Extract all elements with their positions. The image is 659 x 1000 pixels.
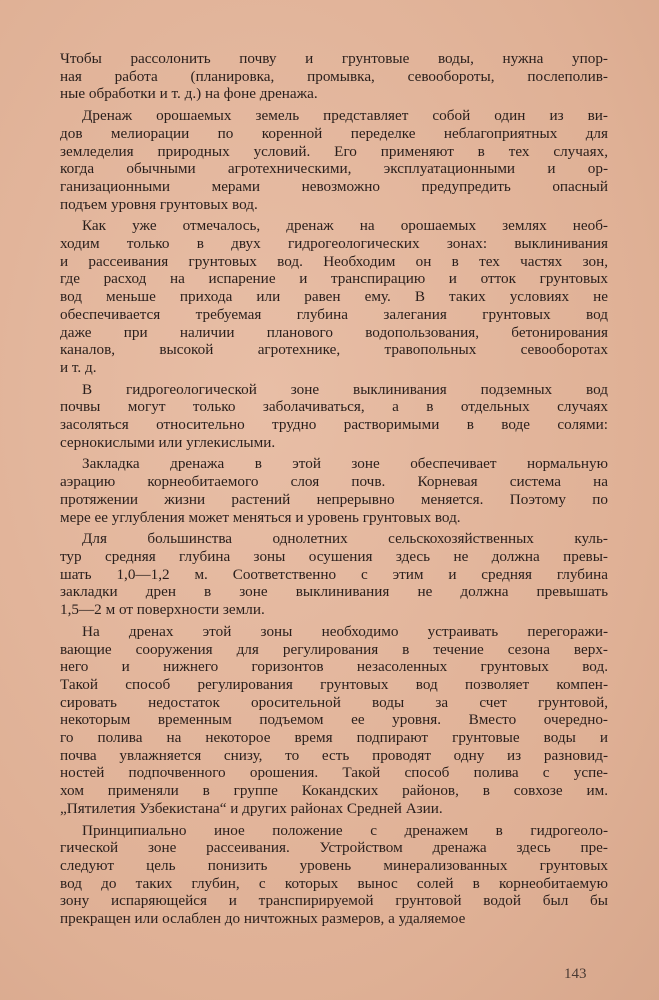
text-line: протяжении жизни растений непрерывно меняется. Поэтому по — [60, 490, 608, 508]
text-line: почвы могут только заболачиваться, а в отдельных случаях — [60, 398, 608, 416]
text-line: и т. д. — [60, 358, 97, 376]
text-line: и рассеивания грунтовых вод. Необходим он в тех частях зон, — [60, 252, 608, 270]
text-line: аэрацию корнеобитаемого слоя почв. Корневая система на — [60, 473, 608, 491]
text-line: Для большинства однолетних сельскохозяйственных куль- — [82, 530, 608, 548]
text-line: каналов, высокой агротехнике, травопольных севооборотах — [60, 341, 608, 359]
text-line: прекращен или ослаблен до ничтожных размеров, а удаляемое — [60, 910, 466, 928]
text-line: вод меньше прихода или равен ему. В таких условиях не — [60, 288, 608, 306]
text-line: даже при наличии планового водопользования, бетонирования — [60, 323, 608, 341]
text-line: Дренаж орошаемых земель представляет собой один из ви- — [82, 107, 608, 125]
text-line: ганизационными мерами невозможно предупредить опасный — [60, 177, 608, 195]
text-line: „Пятилетия Узбекистана“ и других районах Средней Азии. — [60, 799, 443, 817]
text-line: него и нижнего горизонтов незасоленных грунтовых вод. — [60, 658, 608, 676]
text-line: Закладка дренажа в этой зоне обеспечивает нормальную — [82, 455, 608, 473]
text-line: сернокислыми или углекислыми. — [60, 433, 276, 451]
text-line: где расход на испарение и транспирацию и отток грунтовых — [60, 270, 608, 288]
text-line: ностей подпочвенного орошения. Такой способ полива с успе- — [60, 764, 608, 782]
text-line: Как уже отмечалось, дренаж на орошаемых землях необ- — [82, 217, 608, 235]
text-line: зону испаряющейся и транспирируемой грунтовой водой был бы — [60, 892, 608, 910]
paragraph — [60, 381, 608, 452]
text-line: обеспечивается требуемая глубина залегания грунтовых вод — [60, 305, 608, 323]
text-line: На дренах этой зоны необходимо устраивать перегоражи- — [82, 622, 608, 640]
text-line: ные обработки и т. д.) на фоне дренажа. — [60, 85, 318, 103]
text-line: ходим только в двух гидрогеологических зонах: выклинивания — [60, 235, 608, 253]
paragraph — [60, 217, 608, 376]
text-line: почва увлажняется снизу, то есть проводят одну из разновид- — [60, 746, 608, 764]
text-line: вод до таких глубин, с которых вынос солей в корнеобитаемую — [60, 874, 608, 892]
text-line: земледелия природных условий. Его применяют в тех случаях, — [60, 142, 608, 160]
paragraph — [60, 623, 608, 818]
text-line: закладки дрен в зоне выклинивания не должна превышать — [60, 583, 608, 601]
text-line: В гидрогеологической зоне выклинивания подземных вод — [82, 380, 608, 398]
paragraph — [60, 530, 608, 619]
text-line: дов мелиорации по коренной переделке неблагоприятных для — [60, 124, 608, 142]
text-line: подъем уровня грунтовых вод. — [60, 195, 258, 213]
text-line: го полива на некоторое время подпирают грунтовые воды и — [60, 729, 608, 747]
text-line: некоторым временным подъемом ее уровня. Вместо очередно- — [60, 711, 608, 729]
text-line: Такой способ регулирования грунтовых вод позволяет компен- — [60, 675, 608, 693]
page-number: 143 — [564, 966, 587, 982]
body-text — [60, 50, 608, 928]
text-line: 1,5—2 м от поверхности земли. — [60, 601, 265, 619]
text-line: мере ее углубления может меняться и уровень грунтовых вод. — [60, 508, 461, 526]
text-line: когда обычными агротехническими, эксплуатационными и ор- — [60, 160, 608, 178]
text-line: ная работа (планировка, промывка, севообороты, послеполив- — [60, 67, 608, 85]
paragraph — [60, 822, 608, 928]
text-line: тур средняя глубина зоны осушения здесь не должна превы- — [60, 547, 608, 565]
paragraph — [60, 107, 608, 213]
paragraph — [60, 50, 608, 103]
paragraph — [60, 455, 608, 526]
text-line: сировать недостаток оросительной воды за счет грунтовой, — [60, 693, 608, 711]
text-line: Чтобы рассолонить почву и грунтовые воды, нужна упор- — [60, 50, 608, 67]
text-line: засоляться относительно трудно растворимыми в воде солями: — [60, 416, 608, 434]
text-line: хом применяли в группе Кокандских районов, в совхозе им. — [60, 782, 608, 800]
text-line: шать 1,0—1,2 м. Соответственно с этим и средняя глубина — [60, 565, 608, 583]
text-line: вающие сооружения для регулирования в течение сезона верх- — [60, 640, 608, 658]
text-line: гической зоне рассеивания. Устройством дренажа здесь пре- — [60, 839, 608, 857]
text-line: Принципиально иное положение с дренажем в гидрогеоло- — [82, 821, 608, 839]
text-line: следуют цель понизить уровень минерализованных грунтовых — [60, 856, 608, 874]
